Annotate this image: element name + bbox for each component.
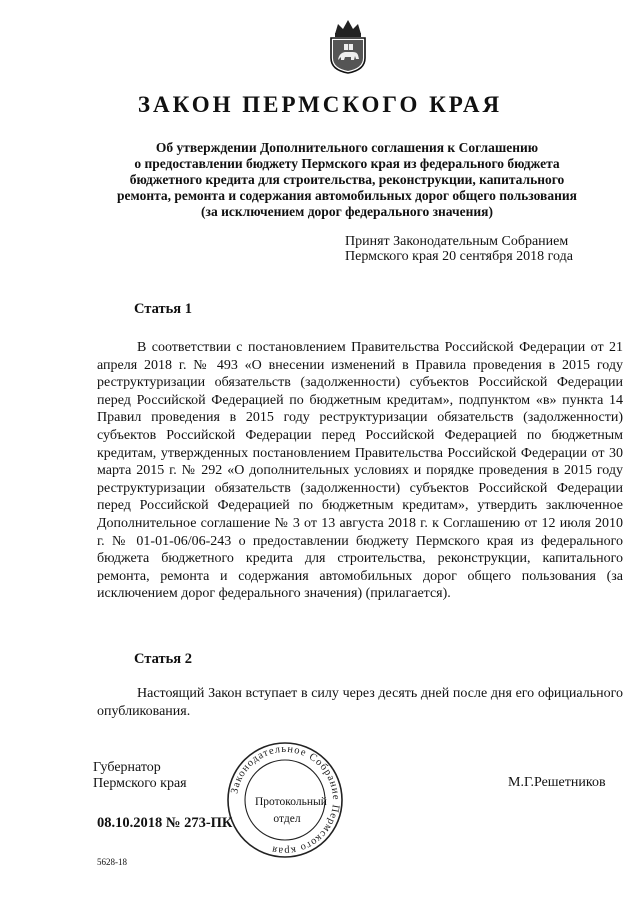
seal-center-line: Протокольный	[255, 796, 327, 808]
adoption-line: Пермского края 20 сентября 2018 года	[345, 249, 573, 264]
article-2-heading: Статья 2	[134, 651, 192, 667]
law-date-and-number: 08.10.2018 № 273-ПК	[97, 815, 233, 831]
subtitle-line: ремонта, ремонта и содержания автомобильных дорог общего пользования	[117, 188, 577, 203]
article-2-text: Настоящий Закон вступает в силу через десять дней после дня его официального опубликования.	[97, 686, 623, 719]
adoption-line: Принят Законодательным Собранием	[345, 234, 569, 249]
document-subtitle	[84, 140, 610, 220]
position-line: Пермского края	[93, 776, 187, 791]
position-line: Губернатор	[93, 760, 161, 775]
subtitle-line: Об утверждении Дополнительного соглашения к Соглашению	[155, 140, 539, 155]
seal-ring-text: Законодательное Собрание Пермского края	[229, 743, 342, 857]
signatory-position	[93, 760, 187, 792]
seal-center-text	[255, 794, 327, 828]
subtitle-line: (за исключением дорог федерального значения)	[201, 204, 493, 219]
document-code: 5628-18	[97, 857, 127, 867]
subtitle-line: бюджетного кредита для строительства, реконструкции, капитального	[129, 172, 565, 187]
signatory-name: М.Г.Решетников	[508, 775, 606, 790]
perm-krai-coat-of-arms-icon	[325, 16, 371, 74]
seal-center-line: отдел	[273, 813, 301, 825]
subtitle-line: о предоставлении бюджету Пермского края из федерального бюджета	[134, 156, 560, 171]
document-title: ЗАКОН ПЕРМСКОГО КРАЯ	[137, 92, 503, 117]
article-1-text: В соответствии с постановлением Правительства Российской Федерации от 21 апреля 2018 г. № 493 «О внесении изменений в Правила проведения в 2015 году реструктуризации обязательств (задолженности) субъектов Российской Федерации перед Российской Федерацией по бюджетным кредитам», подпунктом «в» пункта 14 Правил проведения в 2015 году реструктуризации обязательств (задолженности) субъектов Российской Федерации перед Российской Федерацией по бюджетным кредитам, утвержденных постановлением Правительства Российской Федерации от 30 марта 2015 г. № 292 «О дополнительных условиях и порядке проведения в 2015 году реструктуризации обязательств (задолженности) субъектов Российской Федерации перед Российской Федерацией по бюджетным кредитам», утвердить заключенное Дополнительное соглашение № 3 от 13 августа 2018 г. к Соглашению от 12 июля 2010 г. № 01-01-06/06-243 о предоставлении бюджету Пермского края из федерального бюджета бюджетного кредита для строительства, реконструкции, капитального ремонта, ремонта и содержания автомобильных дорог общего пользования (за исключением дорог федерального значения) (прилагается).	[97, 340, 623, 602]
adoption-note	[345, 234, 625, 264]
article-1-heading: Статья 1	[134, 301, 192, 317]
